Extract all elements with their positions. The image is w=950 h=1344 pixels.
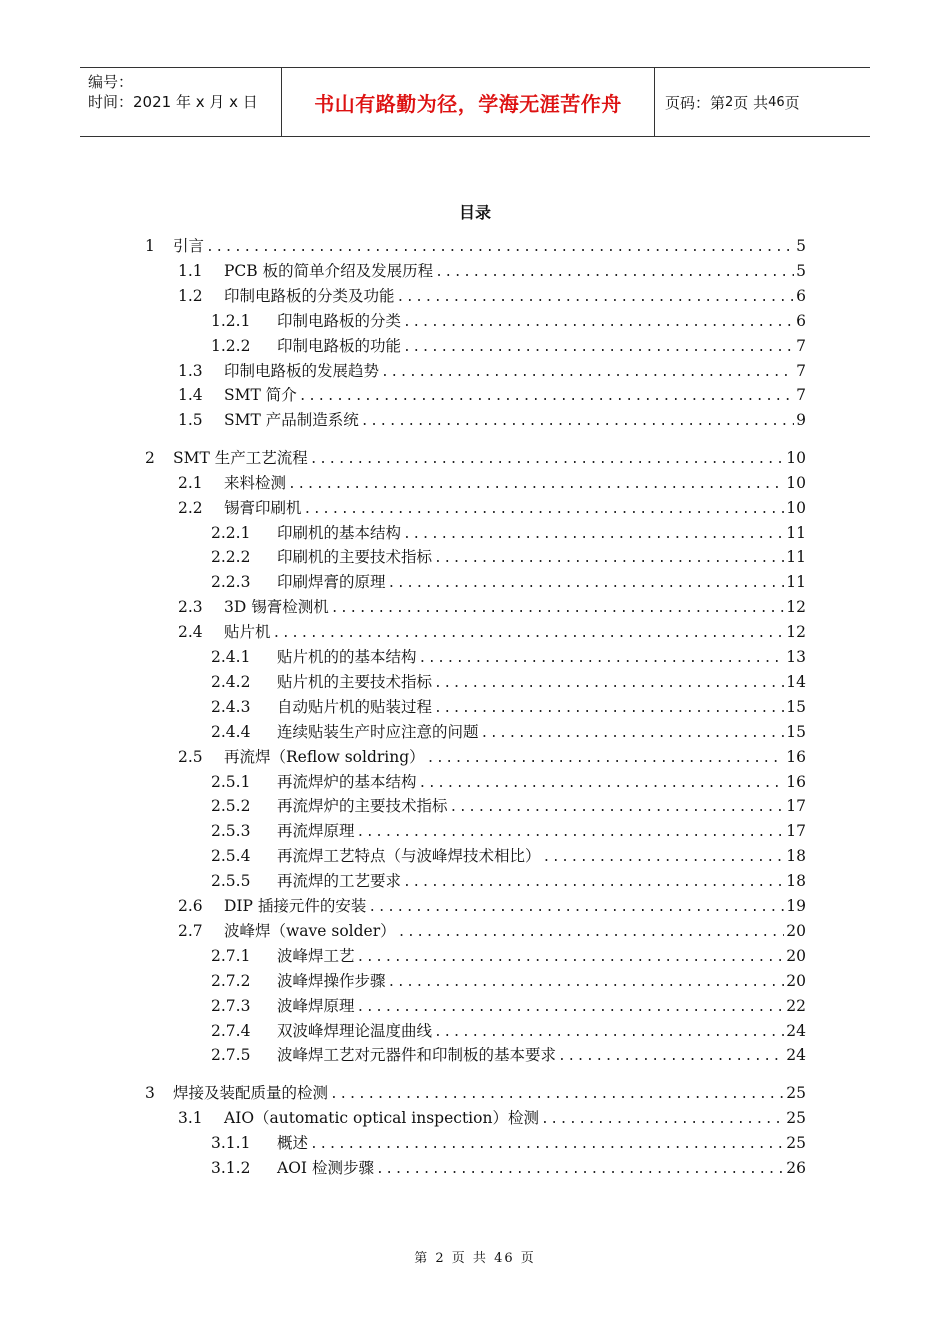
toc-entry[interactable] bbox=[211, 945, 806, 967]
toc-entry-leader bbox=[310, 449, 785, 469]
toc-entry-number: 2.2.1 bbox=[211, 523, 251, 542]
toc-entry-number: 2.4.1 bbox=[211, 648, 251, 666]
toc-entry-leader bbox=[434, 698, 784, 718]
toc-entry-leader bbox=[419, 648, 785, 668]
toc-entry[interactable] bbox=[178, 895, 806, 917]
toc-entry-page: 20 bbox=[786, 921, 806, 940]
header-page-total: 46 bbox=[768, 94, 785, 110]
toc-entry-title: 印刷焊膏的原理 bbox=[277, 573, 386, 592]
toc-entry-number: 2.5.5 bbox=[211, 872, 251, 891]
toc-entry-number: 3 bbox=[145, 1083, 155, 1102]
toc-entry-leader bbox=[397, 287, 795, 307]
toc-entry-leader bbox=[419, 773, 785, 793]
header-code-label: 编号： bbox=[88, 73, 134, 91]
toc-entry-page: 5 bbox=[796, 237, 806, 255]
toc-entry-number: 2.7.2 bbox=[211, 971, 251, 990]
toc-entry[interactable] bbox=[211, 646, 806, 668]
toc-entry-page: 25 bbox=[786, 1083, 806, 1102]
toc-entry-title: SMT 生产工艺流程 bbox=[173, 448, 308, 467]
toc-entry-number: 2.4.2 bbox=[211, 672, 251, 691]
toc-entry[interactable] bbox=[211, 1132, 806, 1154]
toc-entry-number: 2.7 bbox=[178, 921, 203, 940]
toc-entry-leader bbox=[206, 237, 794, 257]
toc-entry-page: 17 bbox=[786, 797, 806, 816]
toc-entry-page: 20 bbox=[786, 946, 806, 965]
toc-entry[interactable] bbox=[178, 920, 806, 942]
toc-entry-page: 19 bbox=[786, 897, 806, 915]
toc-entry-leader bbox=[361, 411, 794, 431]
toc-entry-leader bbox=[434, 548, 784, 568]
toc-entry-leader bbox=[273, 623, 785, 643]
toc-entry[interactable] bbox=[178, 472, 806, 494]
toc-entry[interactable] bbox=[211, 795, 806, 817]
toc-entry-page: 25 bbox=[786, 1108, 806, 1127]
toc-entry[interactable] bbox=[211, 870, 806, 892]
footer-prefix: 第 bbox=[414, 1251, 430, 1266]
toc-entry-page: 7 bbox=[796, 386, 806, 405]
toc-entry-page: 18 bbox=[786, 872, 806, 891]
toc-entry-leader bbox=[403, 337, 794, 357]
toc-entry-page: 5 bbox=[796, 261, 806, 280]
toc-entry-title: 概述 bbox=[277, 1133, 309, 1152]
toc-entry-number: 2.2.2 bbox=[211, 548, 251, 567]
header-page-num: 2 bbox=[725, 94, 734, 110]
toc-entry-page: 12 bbox=[786, 623, 806, 642]
toc-entry-number: 2 bbox=[145, 448, 155, 467]
toc-entry[interactable] bbox=[178, 360, 806, 382]
toc-entry[interactable] bbox=[145, 235, 806, 257]
toc-entry-page: 16 bbox=[786, 747, 806, 766]
toc-entry-number: 2.5.4 bbox=[211, 847, 251, 866]
toc-entry-number: 1.3 bbox=[178, 361, 203, 380]
toc-entry-number: 1.2.2 bbox=[211, 336, 251, 355]
toc-entry[interactable] bbox=[211, 1044, 806, 1066]
toc-entry-title: 再流焊炉的主要技术指标 bbox=[277, 797, 448, 816]
toc-entry-title: 波峰焊操作步骤 bbox=[277, 971, 386, 990]
toc-entry-page: 12 bbox=[786, 598, 806, 617]
toc-entry[interactable] bbox=[211, 721, 806, 743]
toc-entry-number: 2.5 bbox=[178, 747, 203, 766]
toc-entry-leader bbox=[435, 262, 794, 282]
toc-entry-title: 印制电路板的功能 bbox=[277, 336, 402, 355]
toc-entry-page: 13 bbox=[786, 648, 806, 666]
toc-entry-page: 11 bbox=[786, 523, 806, 542]
toc-entry-title: 贴片机的的基本结构 bbox=[277, 648, 417, 666]
toc-entry[interactable] bbox=[211, 546, 806, 568]
toc-entry-number: 1.2 bbox=[178, 286, 203, 305]
toc-entry-number: 2.2 bbox=[178, 498, 203, 517]
toc-entry-title: 波峰焊（wave solder） bbox=[224, 921, 396, 940]
toc-entry-page: 6 bbox=[796, 311, 806, 330]
toc-entry-leader bbox=[388, 972, 785, 992]
toc-entry-page: 22 bbox=[786, 996, 806, 1015]
toc-entry-number: 1.2.1 bbox=[211, 311, 251, 330]
toc-entry-number: 2.7.5 bbox=[211, 1046, 251, 1065]
toc-entry-number: 2.5.3 bbox=[211, 822, 251, 841]
toc-entry-number: 2.3 bbox=[178, 598, 203, 617]
toc-entry-leader bbox=[357, 822, 785, 842]
toc-entry-title: 焊接及装配质量的检测 bbox=[173, 1083, 329, 1102]
toc-entry[interactable] bbox=[211, 1157, 806, 1179]
toc-entry[interactable] bbox=[211, 310, 806, 332]
toc-entry-leader bbox=[403, 872, 784, 892]
footer-page-num: 2 bbox=[435, 1251, 446, 1266]
toc-entry-leader bbox=[381, 362, 794, 382]
toc-title: 目录 bbox=[458, 203, 491, 222]
toc-entry-title: 波峰焊工艺 bbox=[277, 946, 355, 965]
toc-entry[interactable] bbox=[211, 995, 806, 1017]
toc-entry[interactable] bbox=[211, 522, 806, 544]
toc-entry-leader bbox=[558, 1046, 784, 1066]
toc-entry-leader bbox=[310, 1134, 784, 1154]
toc-entry-page: 15 bbox=[786, 722, 806, 741]
toc-entry-title: AIO（automatic optical inspection）检测 bbox=[224, 1108, 539, 1127]
toc-entry-page: 7 bbox=[796, 361, 806, 380]
toc-entry-leader bbox=[388, 573, 785, 593]
toc-entry[interactable] bbox=[145, 447, 806, 469]
page-footer bbox=[0, 1247, 950, 1266]
toc-entry-page: 10 bbox=[786, 498, 806, 517]
toc-entry-page: 11 bbox=[786, 573, 806, 592]
toc-entry-number: 2.4 bbox=[178, 623, 203, 642]
toc-entry-title: 再流焊原理 bbox=[277, 822, 355, 841]
toc-entry-number: 1.5 bbox=[178, 411, 203, 430]
toc-entry-title: 来料检测 bbox=[224, 473, 287, 492]
toc-entry-page: 25 bbox=[786, 1133, 806, 1152]
toc-entry-number: 3.1.2 bbox=[211, 1158, 251, 1177]
toc-entry-page: 10 bbox=[786, 473, 806, 492]
toc-entry-title: 双波峰焊理论温度曲线 bbox=[277, 1021, 433, 1040]
header-page-suffix: 页 bbox=[784, 93, 800, 112]
toc-entry-number: 1 bbox=[145, 237, 155, 255]
toc-entry-page: 17 bbox=[786, 822, 806, 841]
toc-entry[interactable] bbox=[178, 1107, 806, 1129]
toc-entry-title: DIP 插接元件的安装 bbox=[224, 897, 367, 915]
toc-entry-page: 11 bbox=[786, 548, 806, 567]
toc-entry-page: 6 bbox=[796, 286, 806, 305]
toc-entry-leader bbox=[330, 1084, 784, 1104]
toc-entry-number: 1.4 bbox=[178, 386, 203, 405]
toc-entry-leader bbox=[357, 997, 785, 1017]
toc-entry-page: 10 bbox=[786, 448, 806, 467]
toc-entry[interactable] bbox=[211, 571, 806, 593]
header-page-prefix: 页码：第 bbox=[665, 93, 726, 112]
toc-entry-number: 2.2.3 bbox=[211, 573, 251, 592]
toc-entry-leader bbox=[450, 797, 785, 817]
header-motto: 书山有路勤为径，学海无涯苦作舟 bbox=[282, 68, 655, 136]
toc-entry-title: 3D 锡膏检测机 bbox=[224, 598, 329, 617]
toc-entry-leader bbox=[376, 1159, 784, 1179]
header-page-mid: 页 共 bbox=[733, 93, 769, 112]
header-date-label: 时间：2021 年 x 月 x 日 bbox=[88, 93, 258, 111]
toc-entry[interactable] bbox=[211, 671, 806, 693]
toc-entry-title: 自动贴片机的贴装过程 bbox=[277, 697, 433, 716]
toc-entry[interactable] bbox=[178, 260, 806, 282]
toc-entry[interactable] bbox=[211, 335, 806, 357]
toc-entry-number: 2.5.2 bbox=[211, 797, 251, 816]
toc-entry-page: 24 bbox=[786, 1046, 806, 1065]
toc-entry-page: 7 bbox=[796, 336, 806, 355]
footer-page-total: 46 bbox=[494, 1251, 515, 1266]
toc-entry-number: 2.7.4 bbox=[211, 1021, 251, 1040]
toc-entry[interactable] bbox=[211, 1020, 806, 1042]
toc-entry-title: PCB 板的简单介绍及发展历程 bbox=[224, 261, 434, 280]
toc-entry-number: 3.1.1 bbox=[211, 1133, 251, 1152]
toc-entry-number: 2.7.1 bbox=[211, 946, 251, 965]
toc-entry-title: 再流焊（Reflow soldring） bbox=[224, 747, 425, 766]
toc-entry-title: 印刷机的主要技术指标 bbox=[277, 548, 433, 567]
footer-mid: 页 共 bbox=[451, 1251, 488, 1266]
toc-entry-leader bbox=[543, 847, 785, 867]
toc-entry-leader bbox=[541, 1109, 784, 1129]
toc-entry[interactable] bbox=[211, 820, 806, 842]
toc-entry-title: 连续贴装生产时应注意的问题 bbox=[277, 722, 479, 741]
toc-entry-title: 再流焊炉的基本结构 bbox=[277, 772, 417, 791]
toc-entry[interactable] bbox=[178, 746, 806, 768]
toc-entry-number: 3.1 bbox=[178, 1108, 203, 1127]
toc-entry-number: 2.4.3 bbox=[211, 697, 251, 716]
toc-entry-leader bbox=[357, 947, 785, 967]
toc-entry-leader bbox=[304, 499, 785, 519]
toc-entry-leader bbox=[434, 1022, 784, 1042]
toc-entry-title: 印刷机的基本结构 bbox=[277, 523, 402, 542]
toc-entry-page: 20 bbox=[786, 971, 806, 990]
toc-entry[interactable] bbox=[211, 970, 806, 992]
toc-entry-title: 再流焊的工艺要求 bbox=[277, 872, 402, 891]
toc-entry-number: 2.5.1 bbox=[211, 772, 251, 791]
toc-entry-title: 波峰焊工艺对元器件和印制板的基本要求 bbox=[277, 1046, 557, 1065]
toc-entry[interactable] bbox=[178, 497, 806, 519]
toc-entry-leader bbox=[481, 723, 785, 743]
toc-entry-leader bbox=[403, 524, 784, 544]
toc-entry-leader bbox=[403, 312, 794, 332]
toc-entry[interactable] bbox=[178, 409, 806, 431]
toc-entry-leader bbox=[398, 922, 785, 942]
toc-entry-page: 26 bbox=[786, 1158, 806, 1177]
toc-entry-title: 贴片机的主要技术指标 bbox=[277, 672, 433, 691]
toc-entry-number: 2.6 bbox=[178, 897, 203, 915]
toc-entry-title: SMT 产品制造系统 bbox=[224, 411, 359, 430]
toc-entry[interactable] bbox=[178, 596, 806, 618]
toc-entry[interactable] bbox=[211, 771, 806, 793]
toc-entry[interactable] bbox=[211, 845, 806, 867]
toc-entry[interactable] bbox=[211, 696, 806, 718]
toc-entry-page: 9 bbox=[796, 411, 806, 430]
toc-entry-leader bbox=[299, 386, 794, 406]
toc-entry-leader bbox=[434, 673, 784, 693]
toc-entry-title: 锡膏印刷机 bbox=[224, 498, 302, 517]
toc-entry-leader bbox=[427, 748, 785, 768]
toc-entry-title: 贴片机 bbox=[224, 623, 271, 642]
toc-entry-number: 2.7.3 bbox=[211, 996, 251, 1015]
footer-suffix: 页 bbox=[520, 1251, 536, 1266]
toc-entry[interactable] bbox=[178, 285, 806, 307]
toc-entry[interactable] bbox=[178, 384, 806, 406]
toc-entry-page: 18 bbox=[786, 847, 806, 866]
toc-entry-page: 14 bbox=[786, 672, 806, 691]
toc-entry-title: 印制电路板的分类 bbox=[277, 311, 402, 330]
toc-entry-page: 16 bbox=[786, 772, 806, 791]
toc-entry-leader bbox=[288, 474, 784, 494]
toc-entry-title: SMT 简介 bbox=[224, 386, 297, 405]
toc-entry[interactable] bbox=[178, 621, 806, 643]
toc-entry-title: 印制电路板的发展趋势 bbox=[224, 361, 380, 380]
toc-entry-number: 2.4.4 bbox=[211, 722, 251, 741]
toc-entry-title: 引言 bbox=[173, 237, 205, 255]
toc-entry-title: 再流焊工艺特点（与波峰焊技术相比） bbox=[277, 847, 541, 866]
toc-entry-page: 15 bbox=[786, 697, 806, 716]
toc-entry-title: AOI 检测步骤 bbox=[277, 1158, 374, 1177]
toc-entry-number: 1.1 bbox=[178, 261, 203, 280]
toc-entry-title: 波峰焊原理 bbox=[277, 996, 355, 1015]
toc-entry-number: 2.1 bbox=[178, 473, 203, 492]
toc-entry-title: 印制电路板的分类及功能 bbox=[224, 286, 395, 305]
toc-entry-leader bbox=[331, 598, 785, 618]
toc-entry[interactable] bbox=[145, 1082, 806, 1104]
toc-entry-leader bbox=[368, 897, 784, 917]
toc-entry-page: 24 bbox=[786, 1021, 806, 1040]
